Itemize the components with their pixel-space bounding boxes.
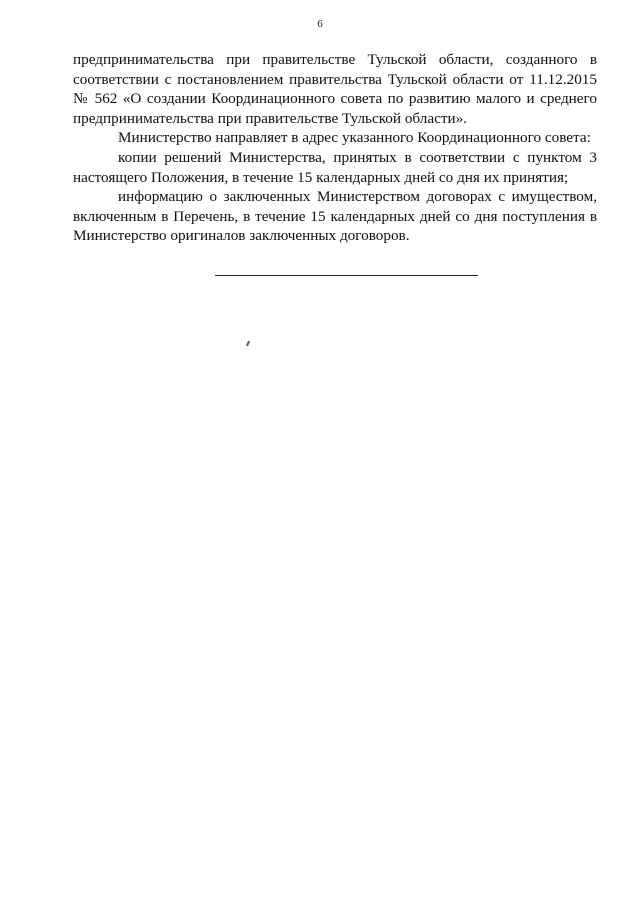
text-line: Министерство оригиналов заключенных договоров.: [73, 227, 410, 245]
text-line: соответствии с постановлением правительства Тульской области от 11.12.2015: [73, 70, 597, 88]
text-line: Министерство направляет в адрес указанного Координационного совета:: [118, 129, 591, 147]
text-line: предпринимательства при правительстве Тульской области».: [73, 109, 467, 127]
scan-speck: [246, 341, 250, 346]
text-line: № 562 «О создании Координационного совета по развитию малого и среднего: [73, 90, 597, 108]
closing-rule: [215, 275, 478, 276]
text-line: копии решений Министерства, принятых в соответствии с пунктом 3: [118, 148, 597, 166]
document-body: [73, 50, 597, 246]
text-line: предпринимательства при правительстве Тульской области, созданного в: [73, 51, 597, 68]
text-line: информацию о заключенных Министерством договорах с имуществом,: [118, 188, 597, 206]
text-line: включенным в Перечень, в течение 15 календарных дней со дня поступления в: [73, 207, 597, 225]
page-number: 6: [317, 18, 323, 30]
text-line: настоящего Положения, в течение 15 календарных дней со дня их принятия;: [73, 168, 569, 186]
